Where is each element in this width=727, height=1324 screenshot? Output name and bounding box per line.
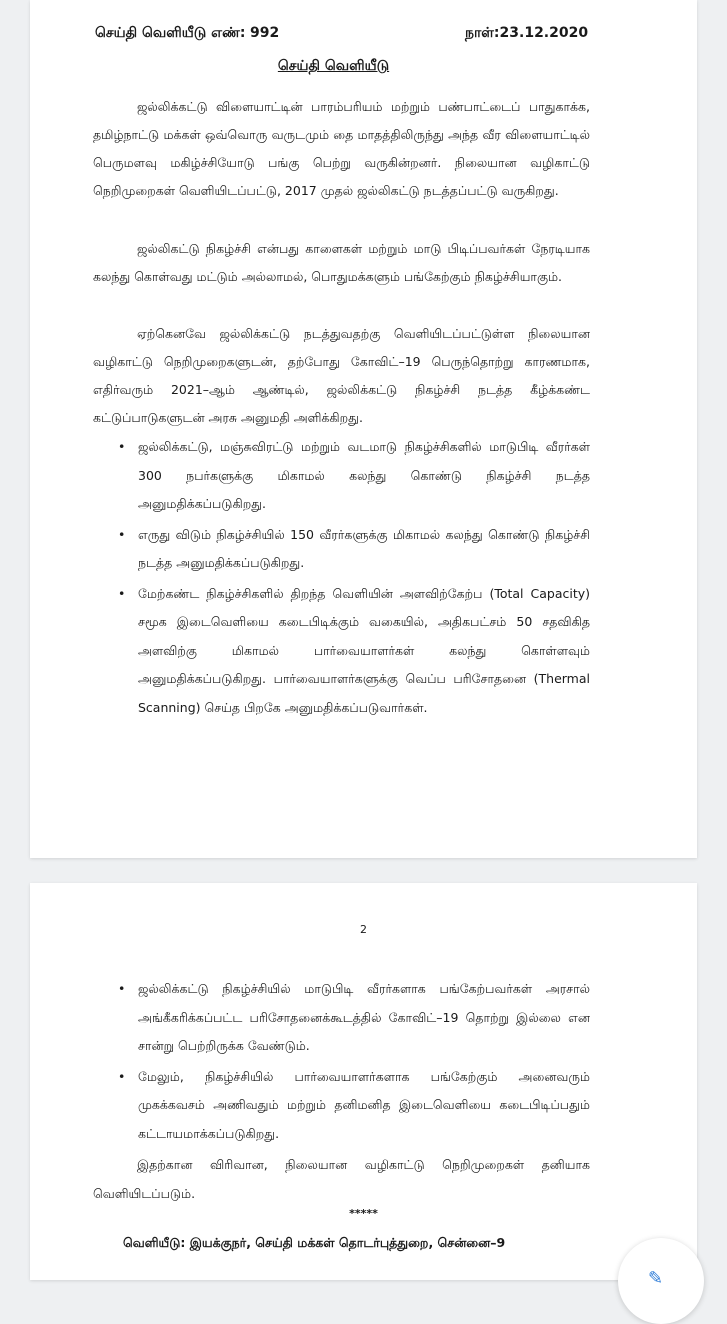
list-item-text: எருது விடும் நிகழ்ச்சியில் 150 வீரர்களுக்கு மிகாமல் கலந்து கொண்டு நிகழ்ச்சி நடத்த அனுமதிக்கப்படுகிறது.: [138, 526, 590, 570]
list-item-text: மேற்கண்ட நிகழ்ச்சிகளில் திறந்த வெளியின் அளவிற்கேற்ப (Total Capacity) சமூக இடைவெளியை கடைபிடிக்கும் வகையில், அதிகபட்சம் 50 சதவிகித அளவிற்கு மிகாமல் பார்வையாளர்கள் கலந்து கொள்ளவும் அனுமதிக்கப்படுகிறது. பார்வையாளர்களுக்கு வெப்ப பரிசோதனை (Thermal Scanning) செய்த பிறகே அனுமதிக்கப்படுவார்கள்.: [138, 585, 590, 715]
end-marker: *****: [349, 1207, 378, 1220]
bullet-list-page-1: [118, 433, 590, 724]
bullet-list-page-2: [118, 975, 590, 1150]
document-title: செய்தி வெளியீடு: [277, 58, 390, 74]
list-item: [118, 521, 590, 578]
bullet-icon: •: [118, 1068, 126, 1084]
edit-button[interactable]: [618, 1238, 704, 1324]
bullet-icon: •: [118, 981, 126, 996]
list-item: [118, 433, 590, 519]
list-item-text: ஜல்லிக்கட்டு நிகழ்ச்சியில் மாடுபிடி வீரர்களாக பங்கேற்பவர்கள் அரசால் அங்கீகரிக்கப்பட்ட பரிசோதனைக்கூடத்தில் கோவிட்–19 தொற்று இல்லை என சான்று பெற்றிருக்க வேண்டும்.: [138, 981, 590, 1053]
list-item-text: ஜல்லிக்கட்டு, மஞ்சுவிரட்டு மற்றும் வடமாடு நிகழ்ச்சிகளில் மாடுபிடி வீரர்கள் 300 நபர்களுக்கு மிகாமல் கலந்து கொண்டு நிகழ்ச்சி நடத்த அனுமதிக்கப்படுகிறது.: [138, 439, 590, 511]
bullet-icon: •: [118, 585, 126, 601]
list-item: [118, 1063, 590, 1149]
paragraph-1: [93, 93, 590, 205]
release-date: நாள்:23.12.2020: [465, 25, 589, 41]
release-number-label: செய்தி வெளியீடு எண்:: [95, 25, 246, 41]
issuer-footer: வெளியீடு: இயக்குநர், செய்தி மக்கள் தொடர்புத்துறை, சென்னை–9: [123, 1235, 506, 1250]
release-number: 992: [250, 25, 280, 41]
list-item-text: மேலும், நிகழ்ச்சியில் பார்வையாளர்களாக பங்கேற்கும் அனைவரும் முகக்கவசம் அணிவதும் மற்றும் தனிமனித இடைவெளியை கடைபிடிப்பதும் கட்டாயமாக்கப்படுகிறது.: [138, 1068, 590, 1141]
paragraph-2: [93, 235, 590, 291]
bullet-icon: •: [118, 439, 126, 454]
paragraph-text: ஏற்கெனவே ஜல்லிக்கட்டு நடத்துவதற்கு வெளியிடப்பட்டுள்ள நிலையான வழிகாட்டு நெறிமுறைகளுடன், தற்போது கோவிட்–19 பெருந்தொற்று காரணமாக, எதிர்வரும் 2021–ஆம் ஆண்டில், ஜல்லிக்கட்டு நிகழ்ச்சி நடத்த கீழ்க்கண்ட கட்டுப்பாடுகளுடன் அரசு அனுமதி அளிக்கிறது.: [93, 326, 590, 425]
bullet-icon: •: [118, 526, 126, 542]
paragraph-text: ஜல்லிக்கட்டு விளையாட்டின் பாரம்பரியம் மற்றும் பண்பாட்டைப் பாதுகாக்க, தமிழ்நாட்டு மக்கள் ஒவ்வொரு வருடமும் தை மாதத்திலிருந்து அந்த வீர விளையாட்டில் பெருமளவு மகிழ்ச்சியோடு பங்கு பெற்று வருகின்றனர். நிலையான வழிகாட்டு நெறிமுறைகள் வெளியிடப்பட்டு, 2017 முதல் ஜல்லிகட்டு நடத்தப்பட்டு வருகிறது.: [93, 99, 590, 198]
list-item: [118, 975, 590, 1061]
page-number: 2: [360, 923, 367, 936]
list-item: [118, 580, 590, 723]
edit-icon: ✎: [648, 1268, 664, 1289]
paragraph-text: ஜல்லிகட்டு நிகழ்ச்சி என்பது காளைகள் மற்றும் மாடு பிடிப்பவர்கள் நேரடியாக கலந்து கொள்வது மட்டும் அல்லாமல், பொதுமக்களும் பங்கேற்கும் நிகழ்ச்சியாகும்.: [93, 241, 590, 284]
closing-paragraph: இதற்கான விரிவான, நிலையான வழிகாட்டு நெறிமுறைகள் தனியாக வெளியிடப்படும்.: [93, 1157, 590, 1201]
paragraph-3: [93, 320, 590, 432]
